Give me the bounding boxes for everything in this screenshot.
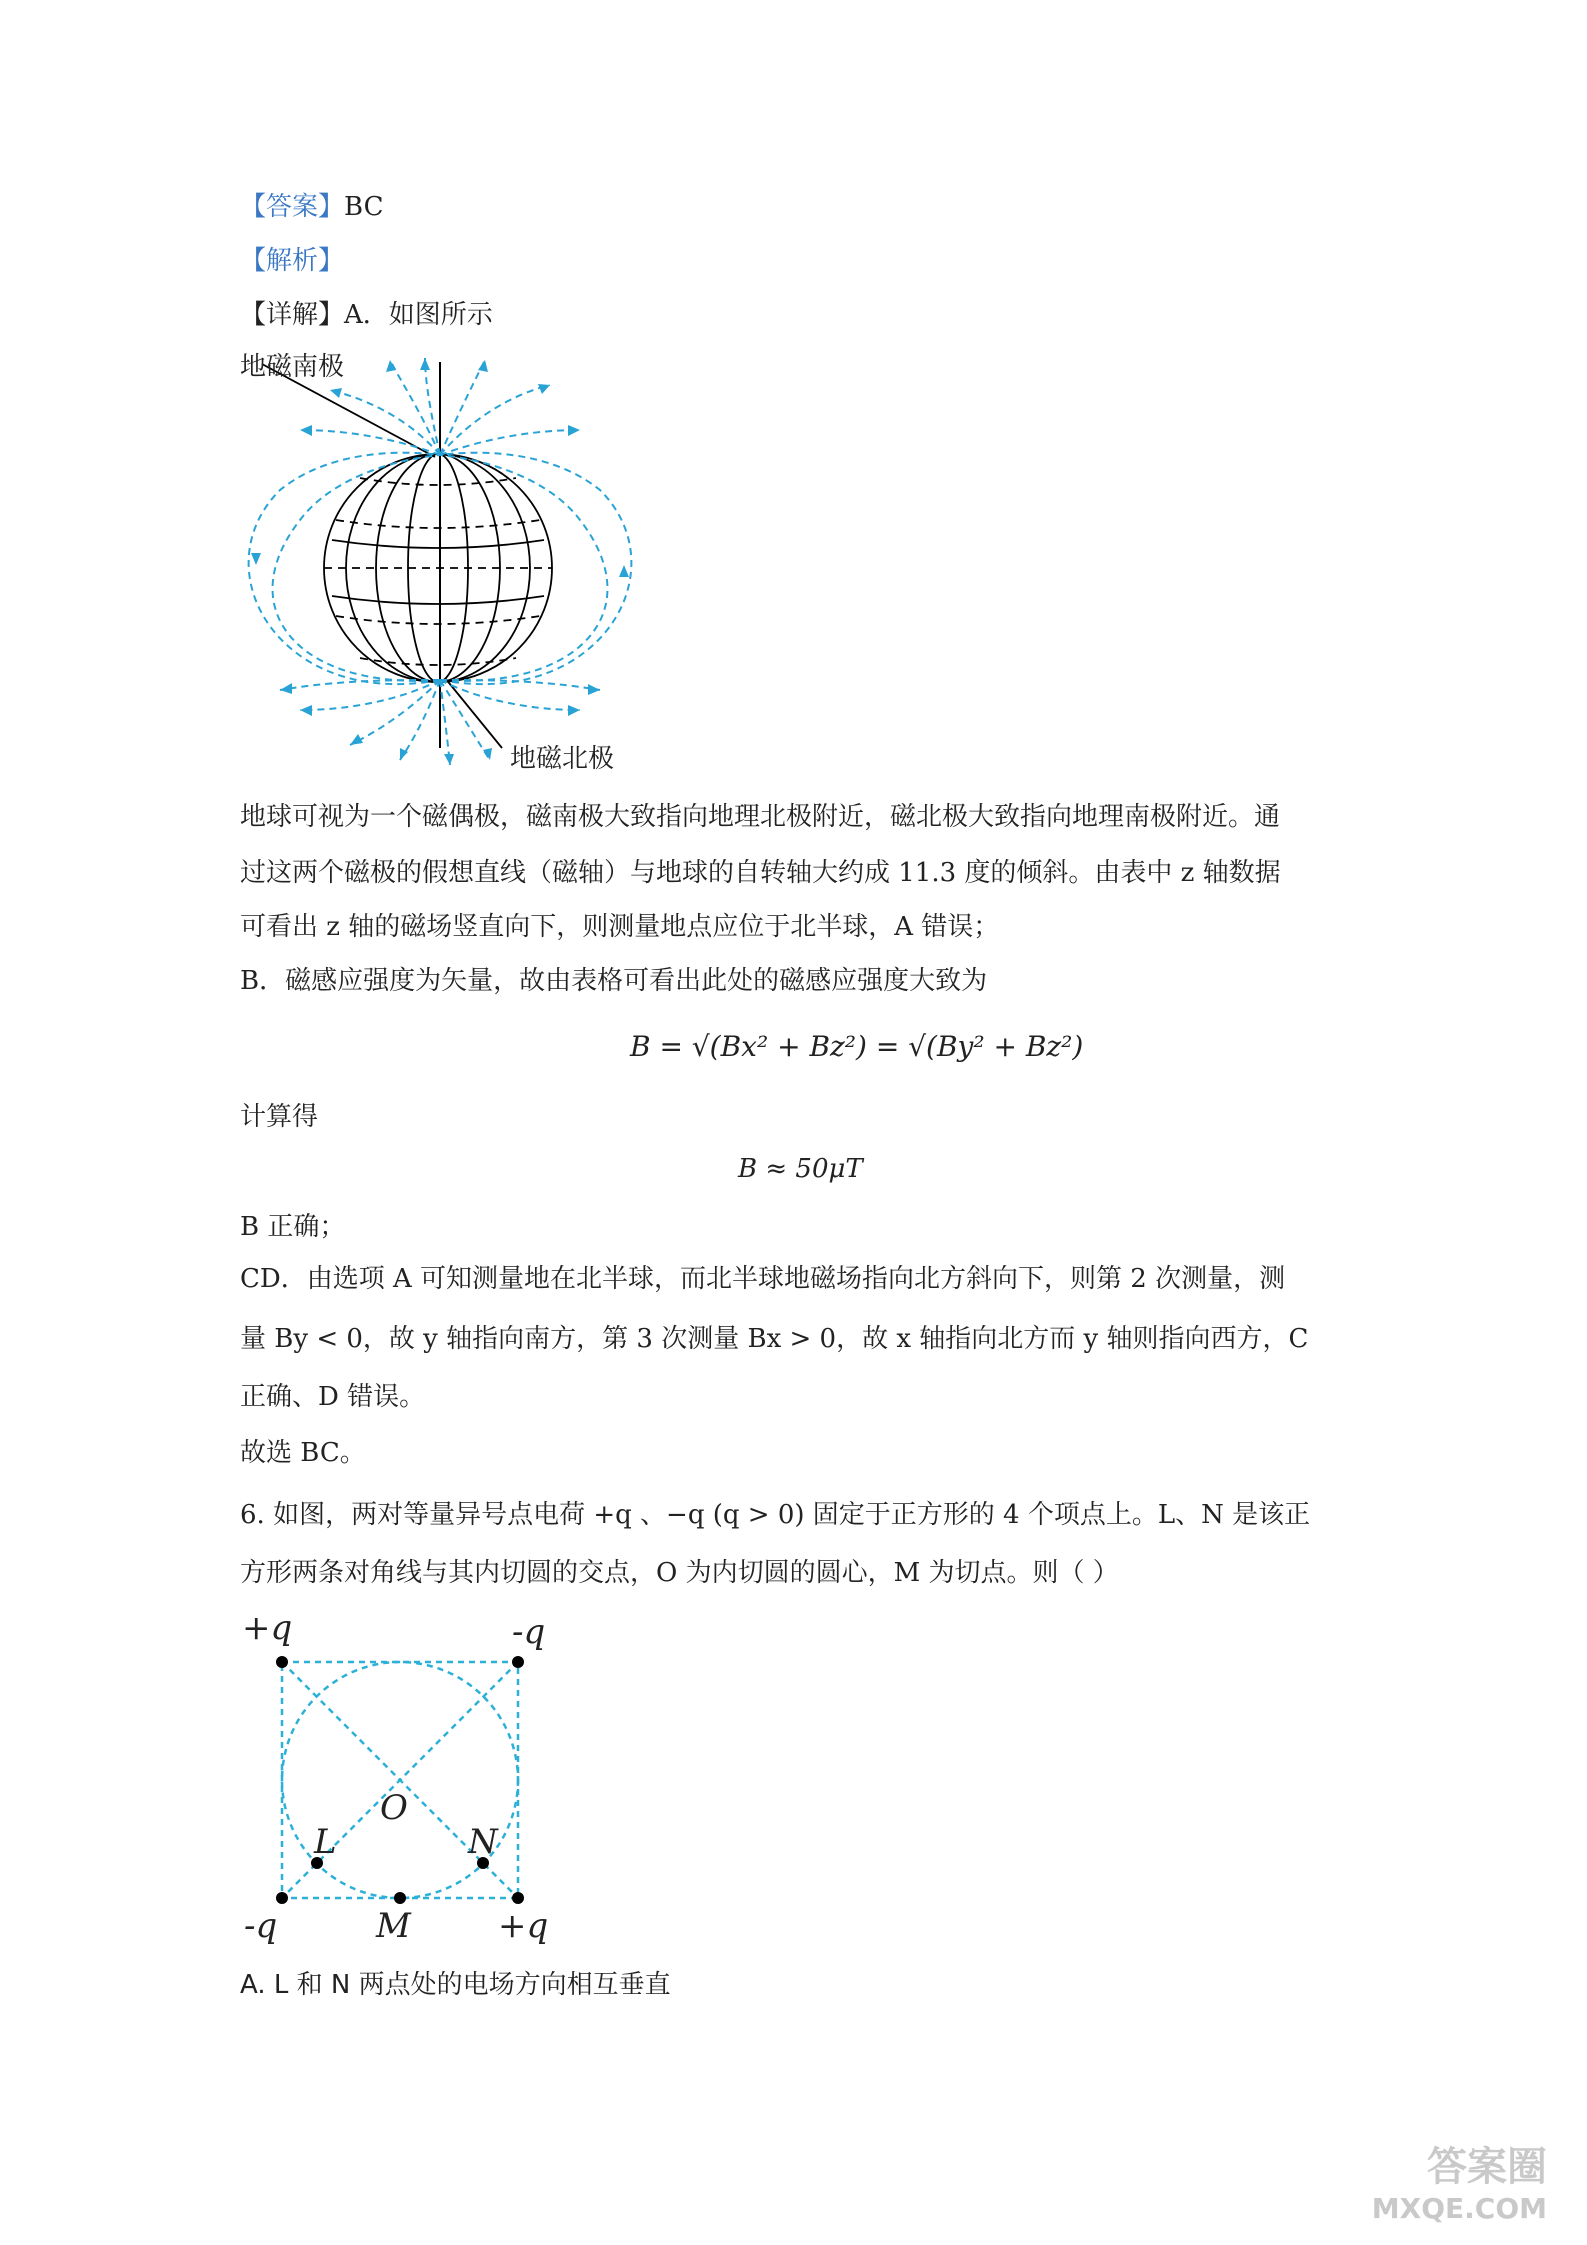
point-L: L — [314, 1822, 337, 1862]
formula-result: B ≈ 50μT — [738, 1154, 863, 1184]
charge-top-left: +q — [242, 1608, 293, 1648]
watermark-url: MXQE.COM — [1371, 2192, 1547, 2225]
earth-magnetic-figure — [240, 350, 660, 790]
cd-line1: CD．由选项 A 可知测量地在北半球，而北半球地磁场指向北方斜向下，则第 2 次测量，测 — [240, 1264, 1286, 1294]
analysis-tag: 【解析】 — [240, 246, 345, 276]
q6-line1: 6. 如图，两对等量异号点电荷 +q 、−q (q > 0) 固定于正方形的 4 个项点上。L、N 是该正 — [240, 1500, 1311, 1530]
point-M: M — [376, 1906, 411, 1946]
formula-magnitude: B = √(Bx² + Bz²) = √(By² + Bz²) — [630, 1030, 1084, 1063]
watermark — [1372, 2135, 1547, 2225]
answer-line — [240, 190, 384, 224]
cd-line3: 正确、D 错误。 — [240, 1382, 426, 1412]
detail-tag: 【详解】 — [240, 300, 345, 330]
point-N: N — [468, 1822, 498, 1862]
para2-line1: B．磁感应强度为矢量，故由表格可看出此处的磁感应强度大致为 — [240, 966, 988, 996]
para1-line2: 过这两个磁极的假想直线（磁轴）与地球的自转轴大约成 11.3 度的倾斜。由表中 z 轴数据 — [240, 858, 1281, 888]
watermark-logo: 答案圈 — [1427, 2144, 1547, 2190]
answer-value: BC — [344, 192, 384, 222]
square-diagram — [240, 1610, 570, 1950]
label-magnetic-south: 地磁南极 — [240, 352, 345, 382]
detail-text: A．如图所示 — [344, 300, 493, 330]
charge-bottom-left: -q — [244, 1906, 278, 1946]
point-O: O — [380, 1788, 408, 1828]
detail-line — [240, 298, 493, 332]
calc-label: 计算得 — [240, 1102, 319, 1132]
b-correct: B 正确； — [240, 1212, 346, 1242]
option-a: A. L 和 N 两点处的电场方向相互垂直 — [240, 1970, 671, 2000]
para1-line1: 地球可视为一个磁偶极，磁南极大致指向地理北极附近，磁北极大致指向地理南极附近。通 — [240, 802, 1281, 832]
label-magnetic-north: 地磁北极 — [510, 744, 615, 774]
charge-top-right: -q — [512, 1612, 546, 1652]
cd-line2: 量 By < 0，故 y 轴指向南方，第 3 次测量 Bx > 0，故 x 轴指向北方而 y 轴则指向西方，C — [240, 1324, 1309, 1354]
q6-line2: 方形两条对角线与其内切圆的交点，O 为内切圆的圆心，M 为切点。则（ ） — [240, 1558, 1119, 1588]
choose-line: 故选 BC。 — [240, 1438, 366, 1468]
charges-square-figure — [240, 1610, 570, 1950]
charge-bottom-right: +q — [498, 1906, 549, 1946]
analysis-line — [240, 244, 344, 278]
earth-diagram — [240, 350, 660, 790]
answer-tag: 【答案】 — [240, 192, 345, 222]
para1-line3: 可看出 z 轴的磁场竖直向下，则测量地点应位于北半球，A 错误； — [240, 912, 1000, 942]
